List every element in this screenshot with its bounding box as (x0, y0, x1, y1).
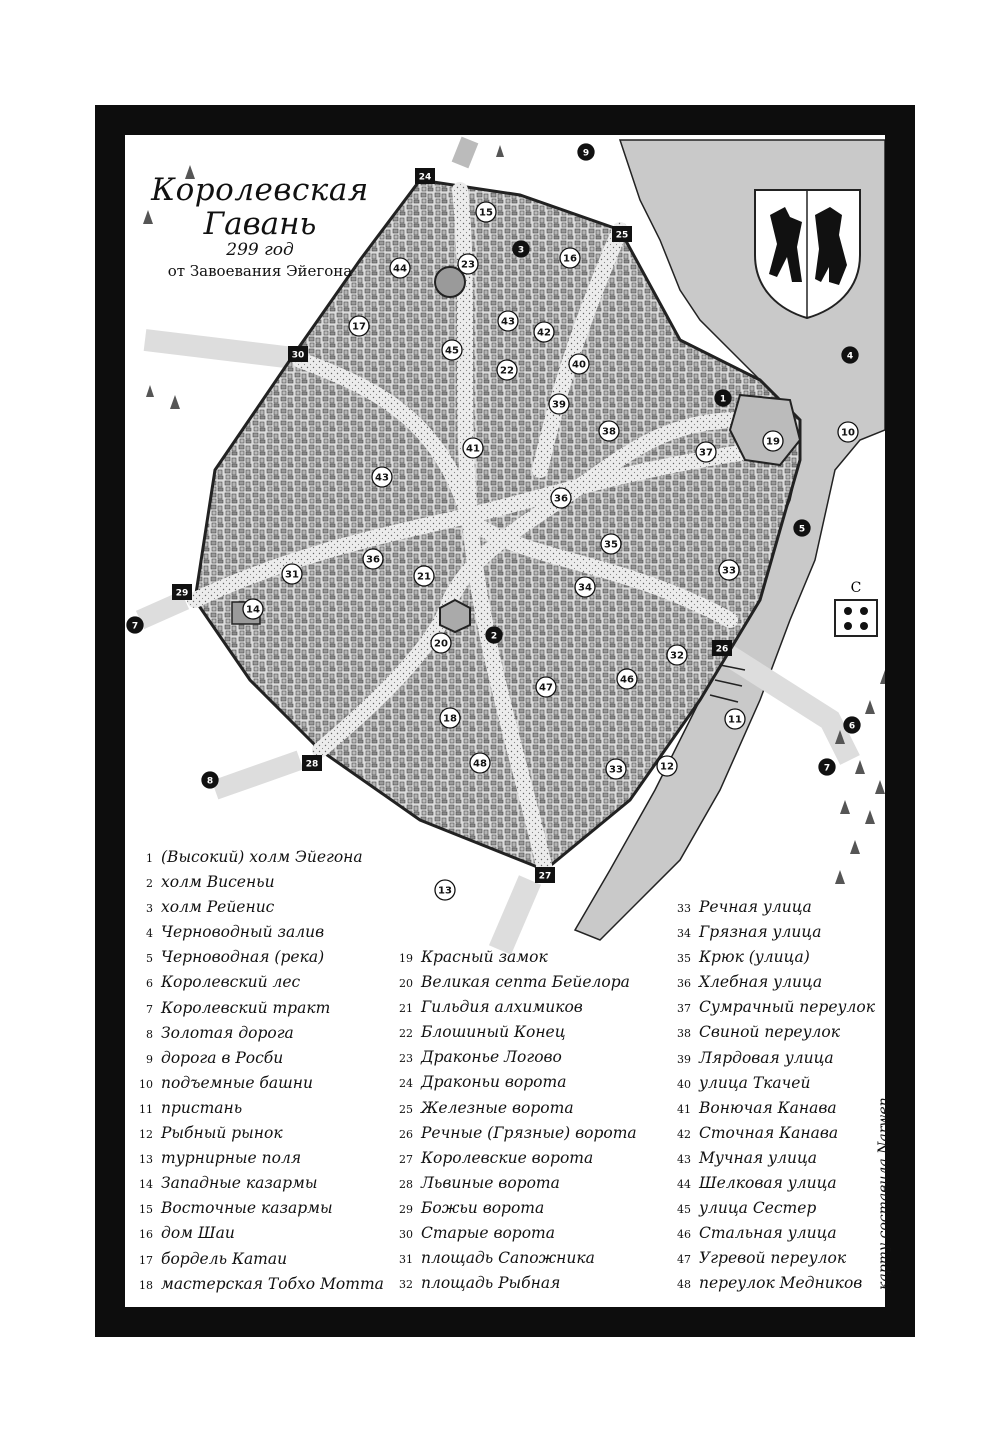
legend-item-number: 16 (139, 1228, 153, 1242)
legend-item (673, 1121, 875, 1146)
legend-item-label: переулок Медников (699, 1274, 863, 1293)
marker-number: 29 (175, 588, 189, 599)
legend-item-number: 41 (677, 1102, 691, 1116)
legend-item (135, 1247, 384, 1272)
legend-item-number: 7 (146, 1002, 153, 1016)
marker-number: 16 (563, 253, 577, 265)
marker-number: 21 (417, 571, 431, 583)
marker-number: 41 (466, 443, 480, 455)
marker-number: 4 (846, 351, 854, 362)
legend-item (395, 1020, 637, 1045)
place-marker-12 (657, 756, 677, 776)
marker-number: 7 (823, 763, 831, 774)
legend-item-number: 33 (677, 902, 691, 915)
map-subtitle: от Завоевания Эйегона (167, 262, 353, 280)
place-marker-15 (476, 202, 496, 222)
marker-number: 17 (352, 321, 366, 333)
legend-item-number: 22 (399, 1027, 413, 1041)
place-marker-46 (617, 669, 637, 689)
legend-item (395, 1196, 637, 1221)
legend-item (673, 970, 875, 995)
outside-marker-4 (842, 347, 858, 363)
legend-item-label: площадь Рыбная (421, 1274, 561, 1293)
legend-item-number: 14 (139, 1178, 153, 1192)
marker-number: 22 (500, 365, 514, 377)
legend-item-label: Мучная улица (699, 1148, 818, 1167)
legend-item (135, 1096, 384, 1121)
legend-item-label: Старые ворота (421, 1224, 555, 1243)
legend-item-number: 31 (399, 1253, 413, 1267)
legend-item (673, 1271, 875, 1296)
legend-column-3 (673, 895, 875, 1297)
legend-item-number: 9 (146, 1052, 153, 1066)
gate-marker-27 (535, 867, 555, 883)
place-marker-35 (601, 534, 621, 554)
marker-number: 6 (848, 721, 856, 732)
legend-item-number: 8 (146, 1027, 153, 1041)
marker-number: 11 (728, 714, 742, 726)
marker-number: 40 (572, 359, 586, 371)
place-marker-48 (470, 753, 490, 773)
legend-item-label: мастерская Тобхо Мотта (161, 1274, 384, 1293)
legend-item-label: улица Сестер (699, 1199, 817, 1218)
place-marker-38 (599, 421, 619, 441)
legend-item (673, 920, 875, 945)
place-marker-42 (534, 322, 554, 342)
map-year: 299 год (226, 240, 294, 260)
place-marker-14 (243, 599, 263, 619)
outside-marker-7 (127, 617, 143, 633)
legend-item-label: (Высокий) холм Эйегона (161, 848, 363, 866)
place-marker-18 (440, 708, 460, 728)
marker-number: 15 (479, 207, 493, 219)
legend-item (395, 1146, 637, 1171)
legend-item-number: 15 (139, 1203, 153, 1217)
legend-item (395, 1271, 637, 1296)
legend-item-number: 47 (677, 1253, 691, 1267)
legend-item-label: Стальная улица (699, 1224, 837, 1243)
legend-item (135, 1196, 384, 1221)
legend-item-label: площадь Сапожника (421, 1249, 595, 1268)
marker-number: 33 (609, 764, 623, 776)
legend-item-label: Блошиный Конец (421, 1023, 566, 1042)
legend-item (673, 1096, 875, 1121)
legend-item (673, 1171, 875, 1196)
legend-item (395, 1121, 637, 1146)
legend-item-number: 20 (399, 977, 413, 991)
legend-item-number: 23 (399, 1052, 413, 1066)
legend-item (673, 1246, 875, 1271)
place-marker-16 (560, 248, 580, 268)
legend-item-number: 17 (139, 1253, 153, 1267)
legend-item-number: 37 (677, 1002, 691, 1016)
place-marker-44 (390, 258, 410, 278)
legend-item (135, 1021, 384, 1046)
outside-marker-9 (578, 144, 594, 160)
marker-number: 27 (538, 871, 552, 882)
hill-marker-1 (715, 390, 731, 406)
legend-item-number: 1 (146, 852, 153, 865)
place-marker-43 (498, 311, 518, 331)
legend-item-number: 27 (399, 1152, 413, 1166)
legend-item-label: подъемные башни (161, 1073, 314, 1092)
legend-item-label: дорога в Росби (161, 1048, 284, 1067)
legend-item-label: Свиной переулок (699, 1023, 841, 1042)
legend-item (395, 945, 637, 970)
hill-marker-2 (486, 627, 502, 643)
legend-item-number: 28 (399, 1177, 413, 1191)
legend-item-label: Шелковая улица (699, 1174, 837, 1193)
place-marker-20 (431, 633, 451, 653)
legend-item-number: 43 (677, 1152, 691, 1166)
marker-number: 9 (582, 148, 590, 159)
marker-number: 10 (841, 427, 855, 439)
marker-number: 31 (285, 569, 299, 581)
legend-item-label: Драконье Логово (421, 1048, 562, 1067)
marker-number: 47 (539, 682, 553, 694)
legend-item-number: 3 (146, 902, 153, 916)
legend-item-label: улица Ткачей (699, 1073, 811, 1092)
legend-item-number: 2 (146, 877, 153, 891)
place-marker-41 (463, 438, 483, 458)
marker-number: 43 (375, 472, 389, 484)
legend-item-number: 35 (677, 952, 691, 966)
marker-number: 34 (578, 582, 592, 594)
legend-item-label: Угревой переулок (699, 1249, 847, 1268)
place-marker-31 (282, 564, 302, 584)
legend-item-label: Рыбный рынок (161, 1124, 283, 1143)
legend-item (135, 1221, 384, 1246)
place-marker-47 (536, 677, 556, 697)
legend-item-number: 19 (399, 952, 413, 965)
map-credit: карту составила Narwen (876, 1097, 892, 1290)
marker-number: 48 (473, 758, 487, 770)
legend-item (135, 1272, 384, 1297)
legend-item (395, 1171, 637, 1196)
legend-item-number: 12 (139, 1128, 153, 1142)
marker-number: 14 (246, 604, 260, 616)
legend-item-number: 40 (677, 1077, 691, 1091)
marker-number: 44 (393, 263, 407, 275)
legend-item-label: Королевский тракт (161, 998, 331, 1017)
legend-item (395, 1096, 637, 1121)
place-marker-23 (458, 254, 478, 274)
marker-number: 23 (461, 259, 475, 271)
legend-item (135, 1121, 384, 1146)
legend-item-number: 26 (399, 1127, 413, 1141)
legend-item-number: 29 (399, 1202, 413, 1216)
marker-number: 1 (719, 394, 727, 405)
legend-item-label: Сумрачный переулок (699, 998, 875, 1017)
marker-number: 43 (501, 316, 515, 328)
place-marker-36 (363, 549, 383, 569)
marker-number: 42 (537, 327, 551, 339)
map-title-line1: Королевская (151, 172, 369, 208)
legend-item-number: 42 (677, 1127, 691, 1141)
place-marker-21 (414, 566, 434, 586)
marker-number: 45 (445, 345, 459, 357)
legend-item (673, 945, 875, 970)
place-marker-43 (372, 467, 392, 487)
marker-number: 32 (670, 650, 684, 662)
place-marker-36 (551, 488, 571, 508)
legend-item-number: 4 (146, 927, 153, 941)
legend-item-number: 5 (146, 952, 153, 966)
legend-item (135, 1146, 384, 1171)
gate-marker-28 (302, 755, 322, 771)
legend-item-number: 45 (677, 1203, 691, 1217)
legend-item-label: Западные казармы (161, 1174, 318, 1193)
marker-number: 12 (660, 761, 674, 773)
legend-item-label: Лярдовая улица (699, 1048, 834, 1067)
legend-item-number: 30 (399, 1228, 413, 1242)
place-marker-33 (719, 560, 739, 580)
legend-item (135, 870, 384, 895)
marker-number: 8 (206, 776, 214, 787)
legend-item-number: 44 (677, 1178, 691, 1192)
marker-number: 28 (305, 759, 319, 770)
place-marker-17 (349, 316, 369, 336)
marker-number: 18 (443, 713, 457, 725)
legend-item (673, 1046, 875, 1071)
legend-item-label: холм Висеньи (161, 873, 275, 892)
gate-marker-29 (172, 584, 192, 600)
legend-item (135, 845, 384, 870)
gate-marker-30 (288, 346, 308, 362)
legend-item-label: Красный замок (421, 948, 548, 966)
legend-item-label: Черноводная (река) (161, 948, 325, 967)
legend-item-label: Черноводный залив (161, 923, 325, 942)
legend-item (395, 970, 637, 995)
legend-item-number: 46 (677, 1228, 691, 1242)
marker-number: 7 (131, 621, 139, 632)
marker-number: 26 (715, 644, 729, 655)
legend-item-label: Львиные ворота (421, 1173, 560, 1192)
map-title-line2: Гавань (203, 206, 317, 242)
legend-item-label: Железные ворота (421, 1098, 574, 1117)
legend-item-label: Драконьи ворота (421, 1073, 567, 1092)
legend-item (673, 1020, 875, 1045)
legend-item-label: Речные (Грязные) ворота (421, 1123, 637, 1142)
legend-item (135, 1071, 384, 1096)
gate-marker-24 (415, 168, 435, 184)
place-marker-10 (838, 422, 858, 442)
marker-number: 46 (620, 674, 634, 686)
legend-item-label: Королевский лес (161, 973, 301, 992)
legend-item (673, 1221, 875, 1246)
place-marker-22 (497, 360, 517, 380)
legend-item-label: Грязная улица (699, 923, 822, 942)
legend-item-label: Королевские ворота (421, 1148, 594, 1167)
legend-item (135, 945, 384, 970)
outside-marker-6 (844, 717, 860, 733)
legend-item (673, 895, 875, 920)
marker-number: 37 (699, 447, 713, 459)
legend-item (395, 995, 637, 1020)
legend-item (135, 970, 384, 995)
marker-number: 2 (490, 631, 498, 642)
marker-number: 30 (291, 350, 305, 361)
hill-marker-3 (513, 241, 529, 257)
marker-number: 24 (418, 172, 432, 183)
legend-item-label: Золотая дорога (161, 1023, 294, 1042)
place-marker-13 (435, 880, 455, 900)
legend-item-number: 11 (139, 1102, 153, 1116)
place-marker-11 (725, 709, 745, 729)
marker-number: 19 (766, 436, 780, 448)
place-marker-34 (575, 577, 595, 597)
legend-item (673, 1196, 875, 1221)
marker-number: 39 (552, 399, 566, 411)
legend-item-label: пристань (161, 1098, 243, 1117)
gate-marker-26 (712, 640, 732, 656)
legend-item (135, 920, 384, 945)
place-marker-45 (442, 340, 462, 360)
legend-item (395, 1246, 637, 1271)
legend-item (395, 1070, 637, 1095)
legend-item (135, 895, 384, 920)
legend-item-number: 34 (677, 927, 691, 941)
legend-item (135, 1046, 384, 1071)
place-marker-37 (696, 442, 716, 462)
legend-item-number: 39 (677, 1052, 691, 1066)
legend-item-label: турнирные поля (161, 1149, 302, 1168)
legend-item (673, 995, 875, 1020)
legend-item-label: Хлебная улица (699, 973, 823, 992)
legend-item-number: 6 (146, 977, 153, 991)
legend-item-label: Вонючая Канава (699, 1098, 837, 1117)
marker-number: 3 (517, 245, 525, 256)
legend-item (135, 996, 384, 1021)
legend-item-label: Речная улица (699, 898, 812, 916)
legend-item-number: 13 (139, 1153, 153, 1167)
legend-item-number: 18 (139, 1278, 153, 1292)
legend-item-number: 24 (399, 1077, 413, 1091)
place-marker-19 (763, 431, 783, 451)
legend-column-2 (395, 945, 637, 1296)
legend-item-label: Крюк (улица) (699, 948, 810, 967)
gate-marker-25 (612, 226, 632, 242)
legend-item-number: 21 (399, 1002, 413, 1016)
outside-marker-7 (819, 759, 835, 775)
legend-item-number: 48 (677, 1278, 691, 1292)
marker-number: 33 (722, 565, 736, 577)
marker-number: 25 (615, 230, 629, 241)
outside-marker-8 (202, 772, 218, 788)
legend-item (395, 1221, 637, 1246)
legend-item-number: 10 (139, 1077, 153, 1091)
legend-item (135, 1171, 384, 1196)
legend-item-number: 32 (399, 1278, 413, 1292)
outside-marker-5 (794, 520, 810, 536)
legend-item-number: 25 (399, 1102, 413, 1116)
place-marker-39 (549, 394, 569, 414)
legend-item-number: 36 (677, 977, 691, 991)
legend-item (673, 1071, 875, 1096)
legend-item-label: холм Рейенис (161, 898, 275, 917)
legend-item-label: Восточные казармы (161, 1199, 333, 1218)
legend-item-number: 38 (677, 1027, 691, 1041)
marker-number: 38 (602, 426, 616, 438)
marker-number: 13 (438, 885, 452, 897)
compass-north-label: С (850, 580, 862, 596)
legend-item-label: Гильдия алхимиков (421, 998, 583, 1017)
legend-item-label: Божьи ворота (421, 1198, 545, 1217)
marker-number: 35 (604, 539, 618, 551)
legend-item-label: дом Шаи (161, 1224, 235, 1243)
place-marker-33 (606, 759, 626, 779)
compass-rose (835, 580, 877, 636)
marker-number: 5 (798, 524, 806, 535)
marker-number: 36 (554, 493, 568, 505)
place-marker-40 (569, 354, 589, 374)
marker-number: 36 (366, 554, 380, 566)
legend-item-label: Сточная Канава (699, 1123, 839, 1142)
marker-number: 20 (434, 638, 448, 650)
legend-item-label: бордель Катаи (161, 1249, 288, 1268)
legend-column-1 (135, 845, 384, 1297)
legend-item (673, 1146, 875, 1171)
legend-item-label: Великая септа Бейелора (421, 973, 630, 992)
place-marker-32 (667, 645, 687, 665)
legend-item (395, 1045, 637, 1070)
